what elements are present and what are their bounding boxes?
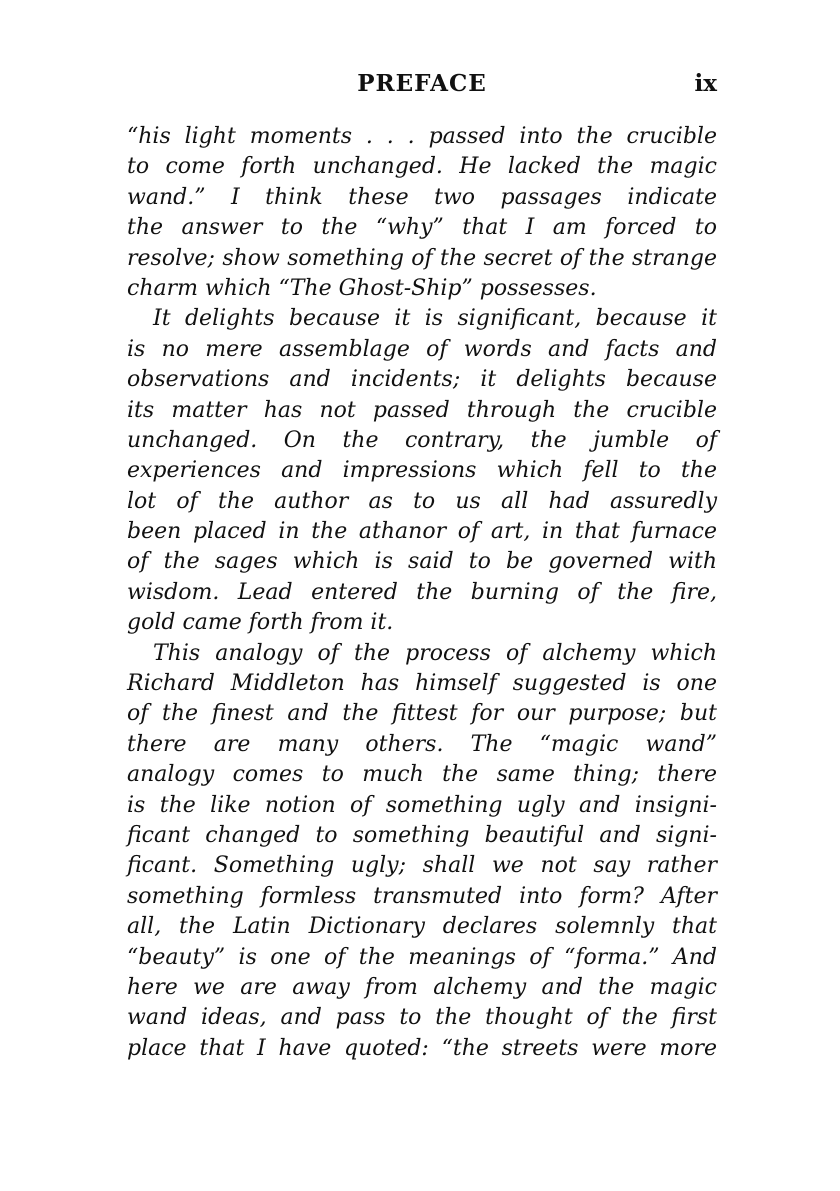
text-line: analogy comes to much the same thing; there <box>127 762 717 788</box>
text-line: wisdom. Lead entered the burning of the fire, <box>127 579 717 605</box>
text-line: lot of the author as to us all had assuredly <box>127 488 717 514</box>
text-line: unchanged. On the contrary, the jumble of <box>127 427 717 453</box>
text-line: is no mere assemblage of words and facts and <box>127 336 717 362</box>
text-line: ficant. Something ugly; shall we not say rather <box>127 853 717 879</box>
text-line: here we are away from alchemy and the magic <box>127 974 717 1000</box>
text-line: there are many others. The “magic wand” <box>127 731 717 757</box>
text-line: the answer to the “why” that I am forced to <box>127 215 717 241</box>
paragraph-first-line: This analogy of the process of alchemy which <box>153 640 717 666</box>
text-line: place that I have quoted: “the streets were more <box>127 1035 717 1061</box>
body-text <box>127 122 717 1064</box>
text-line: gold came forth from it. <box>127 610 394 636</box>
text-line: experiences and impressions which fell to the <box>127 458 717 484</box>
text-line: is the like notion of something ugly and insigni- <box>127 792 717 818</box>
page-number: ix <box>694 70 717 97</box>
text-line: its matter has not passed through the crucible <box>127 397 717 423</box>
text-line: charm which “The Ghost-Ship” possesses. <box>127 275 597 301</box>
text-line: observations and incidents; it delights because <box>127 367 717 393</box>
text-line: resolve; show something of the secret of the strange <box>127 245 717 271</box>
paragraph-first-line: It delights because it is significant, because it <box>153 306 717 332</box>
text-line: been placed in the athanor of art, in that furnace <box>127 519 717 545</box>
text-line: of the finest and the fittest for our purpose; but <box>127 701 717 727</box>
text-line: wand ideas, and pass to the thought of the first <box>127 1005 717 1031</box>
text-line: Richard Middleton has himself suggested is one <box>127 671 717 697</box>
text-line: to come forth unchanged. He lacked the magic <box>127 154 717 180</box>
text-line: something formless transmuted into form? After <box>127 883 717 909</box>
text-line: “beauty” is one of the meanings of “forma.” And <box>127 944 717 970</box>
running-title: PREFACE <box>357 70 487 97</box>
text-line: “his light moments . . . passed into the crucible <box>127 124 717 149</box>
text-line: wand.” I think these two passages indicate <box>127 184 717 210</box>
text-line: all, the Latin Dictionary declares solemnly that <box>127 914 717 940</box>
running-header <box>127 70 717 106</box>
text-line: ficant changed to something beautiful and signi- <box>127 822 717 848</box>
text-line: of the sages which is said to be governed with <box>127 549 717 575</box>
